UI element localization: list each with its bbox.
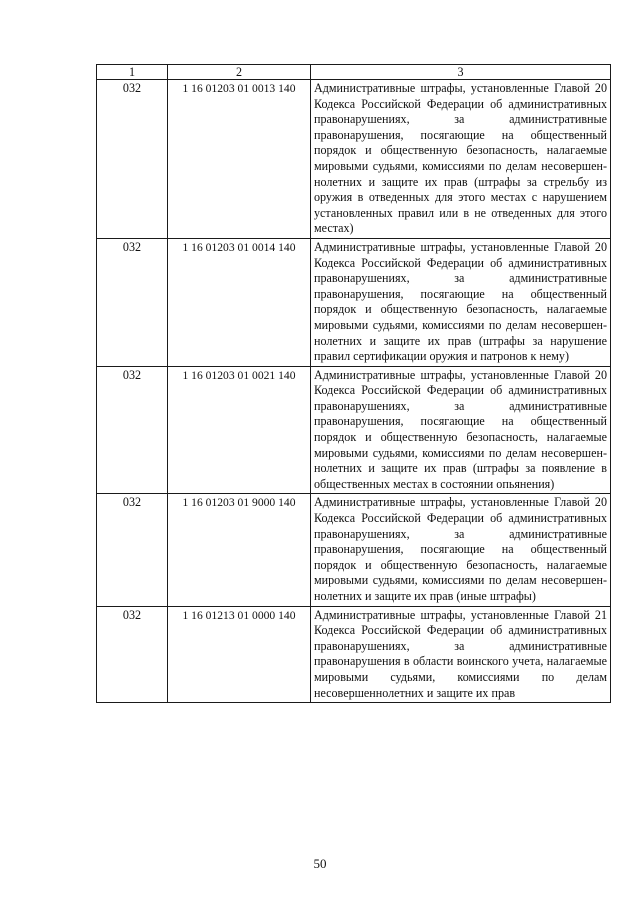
table-header-row <box>97 65 611 80</box>
page-number: 50 <box>313 856 327 871</box>
column-header-3: 3 <box>311 65 611 80</box>
description-cell: Административные штрафы, установленные Главой 20 Кодекса Российской Федерации об административных правонарушениях, за административные правонарушения, посягающие на общественный порядок и общественную безопасность, налагаемые мировыми судьями, комиссиями по делам несовершеннолетних и защите их прав (штрафы за появление в общественных местах в состоянии опьянения) <box>311 366 611 494</box>
admin-code-cell: 032 <box>97 606 168 703</box>
table-row <box>97 238 611 366</box>
budget-code-cell: 1 16 01203 01 9000 140 <box>168 494 311 606</box>
description-cell: Административные штрафы, установленные Главой 20 Кодекса Российской Федерации об административных правонарушениях, за административные правонарушения, посягающие на общественный порядок и общественную безопасность, налагаемые мировыми судьями, комиссиями по делам несовершеннолетних и защите их прав (штрафы за стрельбу из оружия в отведенных для этого местах с нарушением установленных правил или в не отведенных для этого местах) <box>311 80 611 239</box>
budget-code-cell: 1 16 01203 01 0021 140 <box>168 366 311 494</box>
description-cell: Административные штрафы, установленные Главой 20 Кодекса Российской Федерации об административных правонарушениях, за административные правонарушения, посягающие на общественный порядок и общественную безопасность, налагаемые мировыми судьями, комиссиями по делам несовершеннолетних и защите их прав (штрафы за нарушение правил сертификации оружия и патронов к нему) <box>311 238 611 366</box>
column-header-1: 1 <box>97 65 168 80</box>
description-cell: Административные штрафы, установленные Главой 21 Кодекса Российской Федерации об административных правонарушениях, за административные правонарушения в области воинского учета, налагаемые мировыми судьями, комиссиями по делам несовершеннолетних и защите их прав <box>311 606 611 703</box>
table-row <box>97 366 611 494</box>
column-header-2: 2 <box>168 65 311 80</box>
table-row <box>97 606 611 703</box>
budget-code-cell: 1 16 01213 01 0000 140 <box>168 606 311 703</box>
admin-code-cell: 032 <box>97 80 168 239</box>
admin-code-cell: 032 <box>97 238 168 366</box>
budget-codes-table <box>96 64 611 703</box>
admin-code-cell: 032 <box>97 494 168 606</box>
description-cell: Административные штрафы, установленные Главой 20 Кодекса Российской Федерации об административных правонарушениях, за административные правонарушения, посягающие на общественный порядок и общественную безопасность, налагаемые мировыми судьями, комиссиями по делам несовершеннолетних и защите их прав (иные штрафы) <box>311 494 611 606</box>
admin-code-cell: 032 <box>97 366 168 494</box>
table-row <box>97 80 611 239</box>
budget-code-cell: 1 16 01203 01 0014 140 <box>168 238 311 366</box>
budget-code-cell: 1 16 01203 01 0013 140 <box>168 80 311 239</box>
table-row <box>97 494 611 606</box>
